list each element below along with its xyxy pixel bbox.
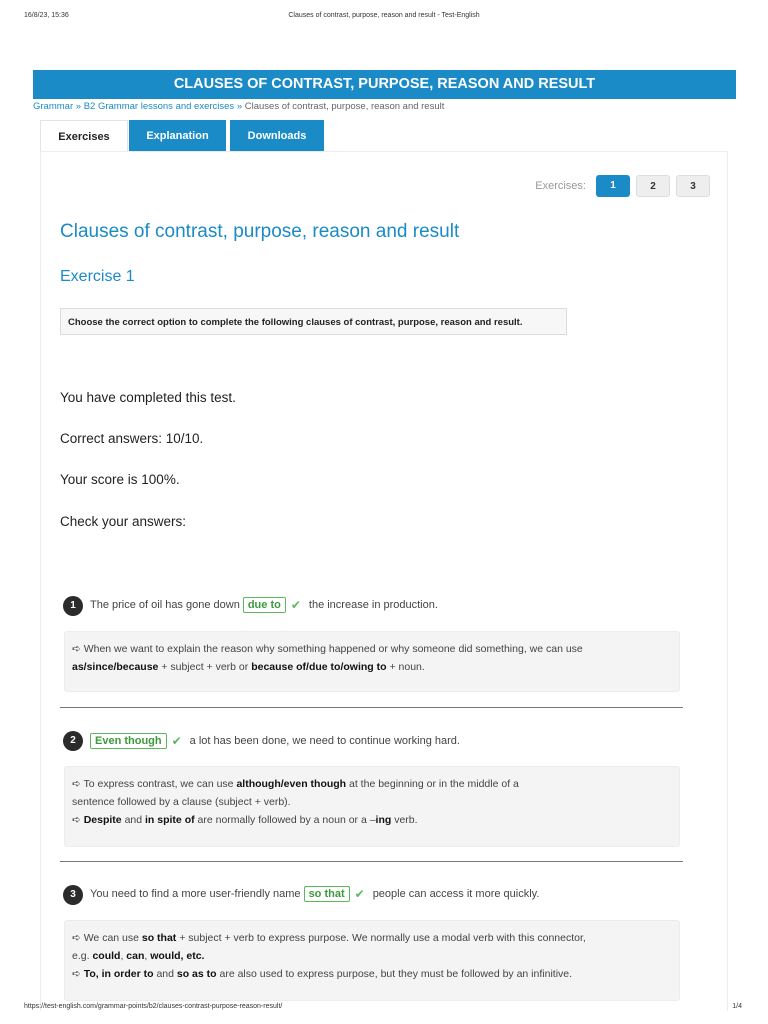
- explanation-line: [72, 811, 672, 829]
- explanation-text: are normally followed by a noun or a –: [194, 814, 376, 826]
- exercise-title: Exercise 1: [60, 268, 135, 285]
- explanation-line: [72, 775, 672, 793]
- explanation-text: ➪: [72, 968, 84, 980]
- question-sentence: [90, 597, 438, 613]
- page-title: Clauses of contrast, purpose, reason and result: [60, 221, 460, 242]
- print-page-title: Clauses of contrast, purpose, reason and result - Test-English: [288, 12, 480, 19]
- explanation-text: are also used to express purpose, but they must be followed by an infinitive.: [216, 968, 573, 980]
- explanation-text: e.g.: [72, 950, 93, 962]
- question-sentence: [90, 733, 460, 749]
- result-correct-answers: Correct answers: 10/10.: [60, 431, 204, 446]
- explanation-bold: can: [126, 950, 145, 962]
- pager-page-2[interactable]: 2: [636, 175, 670, 197]
- explanation-text: ➪ We can use: [72, 932, 142, 944]
- explanation-line: [72, 947, 672, 965]
- explanation-line: [72, 658, 672, 676]
- question-number-badge: 2: [63, 731, 83, 751]
- breadcrumb-link-b2[interactable]: B2 Grammar lessons and exercises: [83, 101, 235, 112]
- explanation-bold: although/even though: [236, 778, 347, 790]
- instruction-box: Choose the correct option to complete the following clauses of contrast, purpose, reason and result.: [60, 308, 567, 335]
- explanation-box: [64, 631, 680, 692]
- content-panel: [40, 151, 728, 1011]
- question-sentence: [90, 886, 539, 902]
- explanation-bold: in spite of: [145, 814, 195, 826]
- question-text-before: The price of oil has gone down: [90, 599, 240, 611]
- pager-page-1[interactable]: 1: [596, 175, 630, 197]
- question-text-after: people can access it more quickly.: [372, 888, 540, 900]
- breadcrumb-separator: »: [236, 101, 243, 112]
- exercise-pager: [535, 175, 710, 197]
- explanation-bold: ing: [375, 814, 392, 826]
- explanation-bold: as/since/because: [72, 661, 159, 673]
- explanation-bold: so that: [141, 932, 177, 944]
- explanation-line: sentence followed by a clause (subject + verb).: [72, 796, 291, 808]
- explanation-text: ,: [120, 950, 127, 962]
- explanation-text: at the beginning or in the middle of a: [346, 778, 519, 790]
- print-header: [0, 12, 768, 24]
- explanation-text: + subject + verb or: [158, 661, 252, 673]
- print-url: https://test-english.com/grammar-points/b2/clauses-contrast-purpose-reason-result/: [24, 1003, 283, 1010]
- result-score: Your score is 100%.: [60, 472, 180, 487]
- result-check-answers: Check your answers:: [60, 514, 187, 529]
- explanation-bold: To, in order to: [83, 968, 154, 980]
- explanation-text: ,: [144, 950, 151, 962]
- question-text-before: You need to find a more user-friendly name: [90, 888, 301, 900]
- answer-box: Even though: [90, 733, 167, 749]
- explanation-line: [72, 965, 672, 983]
- explanation-bold: because of/due to/owing to: [251, 661, 387, 673]
- pager-label: Exercises:: [535, 180, 586, 192]
- explanation-text: and: [121, 814, 146, 826]
- result-completed: You have completed this test.: [60, 390, 236, 405]
- question-text-after: the increase in production.: [308, 599, 438, 611]
- explanation-bold: Despite: [83, 814, 122, 826]
- explanation-text: verb.: [391, 814, 418, 826]
- check-icon: ✔: [290, 598, 301, 612]
- explanation-text: and: [153, 968, 177, 980]
- print-datetime: 16/8/23, 15:36: [24, 12, 69, 19]
- explanation-text: ➪ To express contrast, we can use: [72, 778, 237, 790]
- print-page-number: 1/4: [732, 1003, 742, 1010]
- divider: [60, 707, 683, 708]
- check-icon: ✔: [354, 887, 365, 901]
- check-icon: ✔: [171, 734, 182, 748]
- explanation-line: [72, 929, 672, 947]
- explanation-text: + noun.: [386, 661, 425, 673]
- tab-downloads[interactable]: Downloads: [230, 120, 324, 152]
- pager-page-3[interactable]: 3: [676, 175, 710, 197]
- breadcrumb-link-grammar[interactable]: Grammar: [33, 101, 74, 112]
- explanation-bold: would, etc.: [150, 950, 205, 962]
- question-text-after: a lot has been done, we need to continue working hard.: [189, 735, 460, 747]
- explanation-text: ➪: [72, 814, 84, 826]
- explanation-line: ➪ When we want to explain the reason why something happened or why someone did something, we can use: [72, 643, 583, 655]
- explanation-box: [64, 920, 680, 1001]
- explanation-bold: so as to: [176, 968, 217, 980]
- answer-box: so that: [304, 886, 350, 902]
- explanation-box: [64, 766, 680, 847]
- explanation-text: + subject + verb to express purpose. We normally use a modal verb with this connector,: [176, 932, 586, 944]
- answer-box: due to: [243, 597, 286, 613]
- tab-explanation[interactable]: Explanation: [129, 120, 226, 152]
- explanation-bold: could: [92, 950, 121, 962]
- breadcrumb-separator: »: [75, 101, 82, 112]
- breadcrumb-current: Clauses of contrast, purpose, reason and result: [244, 101, 445, 112]
- breadcrumb: [33, 101, 444, 112]
- question-number-badge: 1: [63, 596, 83, 616]
- topic-banner: CLAUSES OF CONTRAST, PURPOSE, REASON AND RESULT: [33, 70, 736, 99]
- tab-exercises[interactable]: Exercises: [40, 120, 128, 152]
- question-number-badge: 3: [63, 885, 83, 905]
- divider: [60, 861, 683, 862]
